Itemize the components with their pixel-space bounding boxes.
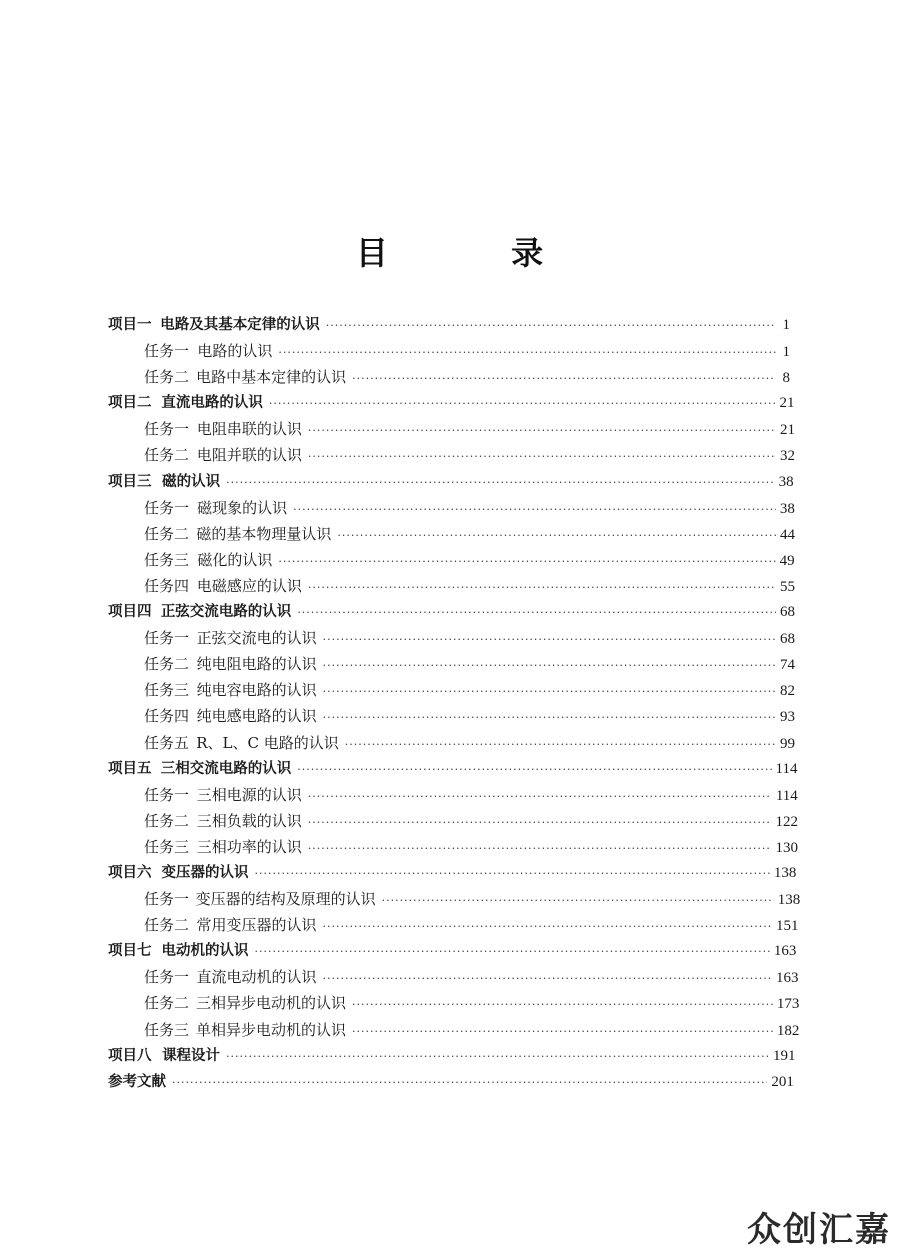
toc-entry-number: 任务三 bbox=[144, 837, 190, 856]
toc-chapter-entry[interactable] bbox=[108, 938, 797, 964]
toc-dot-leader bbox=[323, 679, 776, 705]
toc-section-entry[interactable] bbox=[108, 886, 801, 912]
toc-dot-leader bbox=[352, 366, 776, 392]
toc-entry-label: 纯电感电路的认识 bbox=[196, 707, 317, 726]
toc-entry-label: 磁的基本物理量认识 bbox=[196, 524, 332, 543]
toc-entry-label: 电路的认识 bbox=[197, 342, 273, 361]
toc-entry-label: 纯电阻电路的认识 bbox=[196, 655, 317, 674]
toc-entry-label: 电动机的认识 bbox=[161, 943, 249, 960]
toc-dot-leader bbox=[323, 705, 776, 731]
toc-entry-label: 磁的认识 bbox=[162, 473, 221, 490]
toc-page-number: 138 bbox=[777, 892, 801, 909]
toc-entry-label: 参考文献 bbox=[108, 1073, 166, 1090]
toc-page-number: 74 bbox=[780, 657, 795, 674]
toc-dot-leader bbox=[269, 391, 776, 417]
toc-section-entry[interactable] bbox=[108, 730, 795, 756]
toc-section-entry[interactable] bbox=[108, 416, 795, 442]
toc-entry-label: 正弦交流电路的认识 bbox=[160, 604, 292, 621]
toc-dot-leader bbox=[297, 757, 771, 783]
toc-dot-leader bbox=[326, 313, 776, 339]
toc-section-entry[interactable] bbox=[108, 782, 798, 808]
toc-section-entry[interactable] bbox=[108, 1017, 800, 1043]
toc-dot-leader bbox=[323, 914, 772, 940]
toc-dot-leader bbox=[172, 1070, 767, 1096]
toc-section-entry[interactable] bbox=[108, 964, 799, 990]
toc-page-number: 191 bbox=[773, 1047, 796, 1064]
toc-entry-number: 任务一 bbox=[144, 420, 190, 439]
toc-entry-number: 任务三 bbox=[144, 550, 190, 569]
toc-page-number: 1 bbox=[782, 317, 790, 333]
toc-entry-label: 课程设计 bbox=[162, 1047, 221, 1064]
toc-dot-leader bbox=[308, 836, 772, 862]
toc-entry-label: 变压器的认识 bbox=[161, 864, 249, 881]
toc-entry-number: 任务二 bbox=[144, 446, 190, 465]
toc-dot-leader bbox=[382, 888, 774, 914]
toc-entry-label: 电路中基本定律的认识 bbox=[196, 368, 347, 387]
toc-entry-number: 项目一 bbox=[108, 317, 152, 333]
toc-entry-number: 项目四 bbox=[108, 604, 152, 621]
toc-dot-leader bbox=[226, 470, 774, 496]
toc-dot-leader bbox=[308, 444, 776, 470]
table-of-contents bbox=[108, 312, 801, 1095]
toc-section-entry[interactable] bbox=[108, 547, 795, 573]
toc-entry-number: 任务二 bbox=[144, 524, 190, 543]
toc-entry-number: 任务一 bbox=[144, 785, 190, 804]
toc-section-entry[interactable] bbox=[108, 625, 795, 651]
toc-section-entry[interactable] bbox=[108, 677, 795, 703]
toc-entry-label: 变压器的结构及原理的认识 bbox=[195, 890, 376, 909]
toc-section-entry[interactable] bbox=[108, 521, 795, 547]
toc-page-number: 138 bbox=[773, 864, 797, 881]
toc-dot-leader bbox=[345, 732, 776, 758]
toc-page-number: 99 bbox=[780, 735, 795, 752]
toc-dot-leader bbox=[308, 784, 772, 810]
toc-entry-number: 任务二 bbox=[144, 916, 190, 935]
toc-entry-label: 直流电动机的认识 bbox=[196, 968, 317, 987]
toc-page-number: 163 bbox=[775, 970, 799, 987]
toc-entry-number: 任务三 bbox=[144, 1020, 190, 1039]
toc-entry-label: 三相电源的认识 bbox=[196, 785, 302, 804]
toc-entry-label: 纯电容电路的认识 bbox=[196, 681, 317, 700]
toc-section-entry[interactable] bbox=[108, 651, 795, 677]
toc-dot-leader bbox=[352, 1019, 773, 1045]
toc-section-entry[interactable] bbox=[108, 703, 795, 729]
toc-page-number: 130 bbox=[775, 839, 798, 856]
toc-page-number: 122 bbox=[775, 813, 798, 830]
toc-chapter-entry[interactable] bbox=[108, 390, 795, 416]
toc-section-entry[interactable] bbox=[108, 495, 795, 521]
toc-entry-number: 任务二 bbox=[144, 994, 190, 1013]
toc-page-number: 93 bbox=[780, 709, 795, 726]
toc-page-number: 182 bbox=[776, 1022, 800, 1039]
toc-page-number: 55 bbox=[780, 578, 795, 595]
toc-entry-label: 电阻并联的认识 bbox=[196, 446, 302, 465]
toc-section-entry[interactable] bbox=[108, 338, 790, 364]
toc-entry-label: 三相异步电动机的认识 bbox=[196, 994, 347, 1013]
toc-dot-leader bbox=[308, 575, 776, 601]
toc-page-number: 114 bbox=[775, 760, 798, 777]
toc-entry-number: 项目三 bbox=[108, 473, 152, 490]
toc-entry-label: 三相功率的认识 bbox=[196, 837, 302, 856]
toc-chapter-entry[interactable] bbox=[108, 312, 790, 338]
toc-dot-leader bbox=[352, 992, 773, 1018]
toc-page-number: 8 bbox=[782, 370, 790, 387]
toc-dot-leader bbox=[308, 810, 772, 836]
toc-section-entry[interactable] bbox=[108, 364, 790, 390]
toc-entry-number: 项目八 bbox=[108, 1047, 152, 1064]
toc-dot-leader bbox=[226, 1044, 769, 1070]
toc-dot-leader bbox=[255, 861, 770, 887]
toc-entry-label: 三相负载的认识 bbox=[196, 811, 302, 830]
toc-entry-label: 直流电路的认识 bbox=[161, 395, 263, 412]
toc-page-number: 21 bbox=[780, 422, 795, 439]
toc-dot-leader bbox=[255, 939, 770, 965]
toc-chapter-entry[interactable] bbox=[108, 1069, 794, 1095]
toc-page-number: 201 bbox=[771, 1073, 794, 1090]
toc-section-entry[interactable] bbox=[108, 990, 800, 1016]
toc-entry-label: 常用变压器的认识 bbox=[196, 916, 317, 935]
toc-chapter-entry[interactable] bbox=[108, 1043, 796, 1069]
toc-entry-number: 项目五 bbox=[108, 760, 152, 777]
toc-page-number: 82 bbox=[780, 683, 795, 700]
toc-page-number: 151 bbox=[775, 918, 799, 935]
toc-entry-number: 项目二 bbox=[108, 395, 152, 412]
toc-dot-leader bbox=[293, 497, 776, 523]
toc-dot-leader bbox=[278, 549, 775, 575]
toc-section-entry[interactable] bbox=[108, 573, 795, 599]
toc-entry-label: R、L、C 电路的认识 bbox=[196, 733, 339, 752]
toc-dot-leader bbox=[278, 340, 776, 366]
toc-dot-leader bbox=[323, 653, 776, 679]
toc-page-number: 21 bbox=[779, 395, 795, 412]
toc-page-number: 1 bbox=[782, 344, 790, 361]
toc-entry-number: 任务一 bbox=[144, 342, 190, 361]
toc-dot-leader bbox=[297, 600, 776, 626]
toc-entry-label: 单相异步电动机的认识 bbox=[196, 1020, 347, 1039]
toc-entry-label: 三相交流电路的认识 bbox=[160, 760, 292, 777]
toc-chapter-entry[interactable] bbox=[108, 469, 794, 495]
toc-entry-number: 任务四 bbox=[144, 576, 190, 595]
page-title: 目 录 bbox=[355, 234, 600, 272]
toc-section-entry[interactable] bbox=[108, 808, 798, 834]
toc-entry-label: 磁化的认识 bbox=[197, 550, 273, 569]
toc-entry-number: 任务二 bbox=[144, 811, 190, 830]
toc-page-number: 44 bbox=[780, 526, 795, 543]
toc-dot-leader bbox=[323, 966, 772, 992]
toc-page-number: 38 bbox=[778, 473, 794, 490]
toc-page-number: 173 bbox=[776, 996, 800, 1013]
watermark-logo: 众创汇嘉 bbox=[747, 1210, 891, 1250]
toc-entry-number: 项目六 bbox=[108, 864, 152, 881]
toc-page-number: 32 bbox=[780, 448, 795, 465]
toc-entry-number: 任务一 bbox=[144, 629, 190, 648]
toc-dot-leader bbox=[323, 627, 776, 653]
toc-entry-number: 任务二 bbox=[144, 655, 190, 674]
toc-entry-label: 电磁感应的认识 bbox=[196, 576, 302, 595]
toc-page-number: 163 bbox=[773, 943, 797, 960]
toc-chapter-entry[interactable] bbox=[108, 756, 798, 782]
toc-entry-number: 项目七 bbox=[108, 943, 152, 960]
toc-entry-number: 任务四 bbox=[144, 707, 190, 726]
toc-page-number: 114 bbox=[775, 787, 798, 804]
toc-chapter-entry[interactable] bbox=[108, 860, 797, 886]
toc-dot-leader bbox=[337, 523, 776, 549]
toc-entry-label: 电路及其基本定律的认识 bbox=[160, 317, 320, 333]
toc-entry-label: 电阻串联的认识 bbox=[196, 420, 302, 439]
toc-section-entry[interactable] bbox=[108, 442, 795, 468]
toc-entry-label: 正弦交流电的认识 bbox=[196, 629, 317, 648]
toc-entry-number: 任务二 bbox=[144, 368, 190, 387]
toc-page-number: 68 bbox=[780, 604, 795, 621]
toc-page-number: 68 bbox=[780, 631, 795, 648]
toc-entry-number: 任务三 bbox=[144, 681, 190, 700]
toc-chapter-entry[interactable] bbox=[108, 599, 795, 625]
toc-entry-label: 磁现象的认识 bbox=[197, 498, 288, 517]
toc-dot-leader bbox=[308, 418, 776, 444]
toc-page-number: 49 bbox=[779, 552, 795, 569]
toc-entry-number: 任务一 bbox=[144, 968, 190, 987]
toc-entry-number: 任务一 bbox=[144, 890, 190, 909]
toc-entry-number: 任务一 bbox=[144, 498, 190, 517]
toc-section-entry[interactable] bbox=[108, 912, 799, 938]
toc-page-number: 38 bbox=[779, 500, 795, 517]
toc-entry-number: 任务五 bbox=[144, 733, 190, 752]
toc-section-entry[interactable] bbox=[108, 834, 798, 860]
